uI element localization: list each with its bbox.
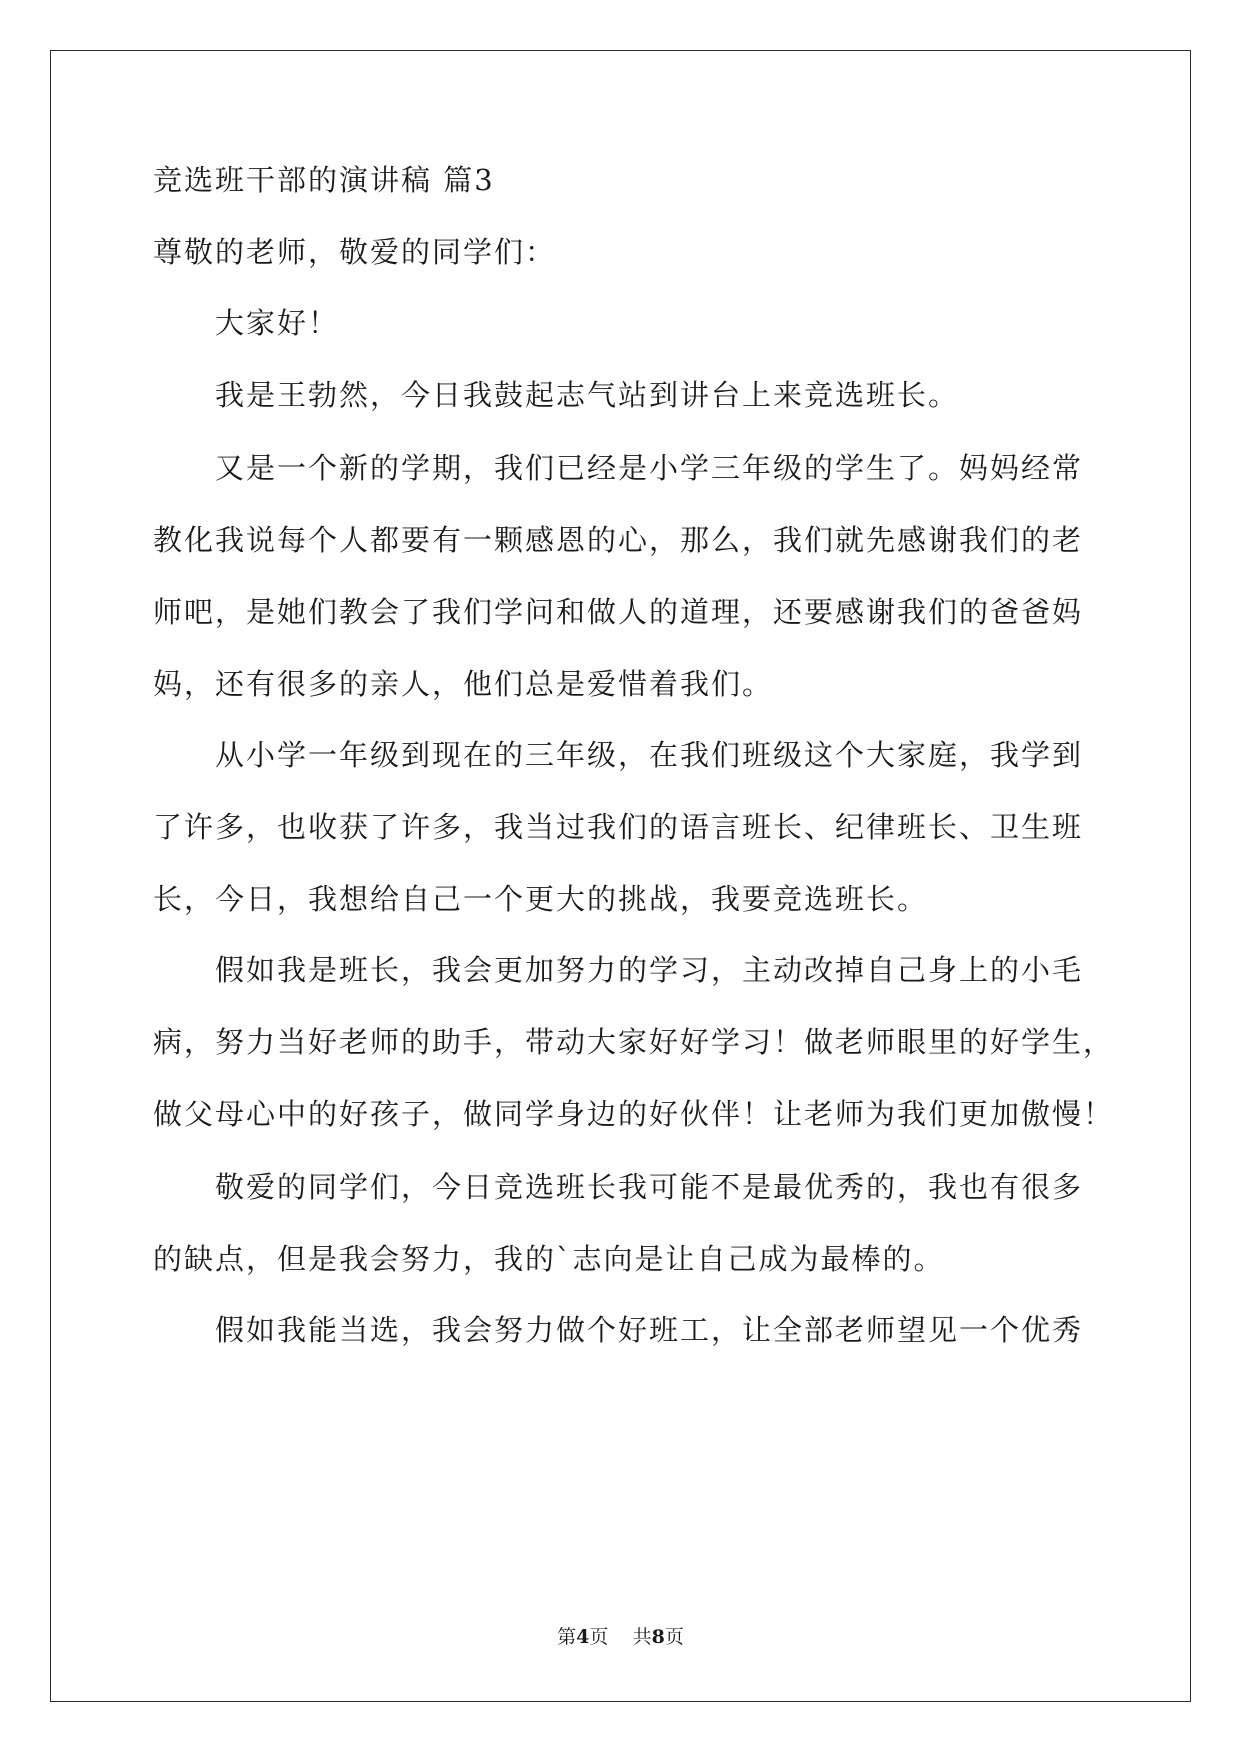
paragraph-line: 又是一个新的学期，我们已经是小学三年级的学生了。妈妈经常 bbox=[215, 451, 1084, 485]
paragraph-line: 敬爱的同学们，今日竞选班长我可能不是最优秀的，我也有很多 bbox=[215, 1170, 1084, 1204]
paragraph-4 bbox=[153, 735, 1093, 919]
paragraph-line: 师吧，是她们教会了我们学问和做人的道理，还要感谢我们的爸爸妈 bbox=[153, 595, 1084, 629]
page-suffix: 页 bbox=[589, 1626, 609, 1648]
paragraph-1 bbox=[153, 303, 1093, 343]
paragraph-line: 长，今日，我想给自己一个更大的挑战，我要竞选班长。 bbox=[153, 882, 929, 916]
paragraph-line: 妈，还有很多的亲人，他们总是爱惜着我们。 bbox=[153, 667, 774, 701]
paragraph-line: 假如我是班长，我会更加努力的学习，主动改掉自己身上的小毛 bbox=[215, 953, 1084, 987]
paragraph-line: 的缺点，但是我会努力，我的`志向是让自己成为最棒的。 bbox=[153, 1242, 945, 1276]
total-suffix: 页 bbox=[664, 1626, 684, 1648]
paragraph-line: 教化我说每个人都要有一颗感恩的心，那么，我们就先感谢我们的老 bbox=[153, 523, 1084, 557]
page-number: 4 bbox=[576, 1626, 590, 1648]
salutation bbox=[153, 232, 1093, 272]
paragraph-6 bbox=[153, 1167, 1093, 1279]
paragraph-2 bbox=[153, 375, 1093, 415]
total-pages: 8 bbox=[651, 1626, 665, 1648]
paragraph-line: 假如我能当选，我会努力做个好班工，让全部老师望见一个优秀 bbox=[215, 1313, 1084, 1347]
paragraph-line: 我是王勃然，今日我鼓起志气站到讲台上来竞选班长。 bbox=[215, 378, 960, 412]
document-title: 竞选班干部的演讲稿 篇3 bbox=[153, 163, 495, 197]
paragraph-line: 做父母心中的好孩子，做同学身边的好伙伴！让老师为我们更加傲慢！ bbox=[153, 1097, 1115, 1131]
paragraph-line: 了许多，也收获了许多，我当过我们的语言班长、纪律班长、卫生班 bbox=[153, 810, 1084, 844]
page-footer bbox=[0, 1625, 1241, 1649]
paragraph-line: 大家好！ bbox=[215, 306, 340, 340]
total-prefix: 共 bbox=[632, 1626, 652, 1648]
page-prefix: 第 bbox=[557, 1626, 577, 1648]
paragraph-7 bbox=[153, 1310, 1093, 1350]
paragraph-line: 从小学一年级到现在的三年级，在我们班级这个大家庭，我学到 bbox=[215, 738, 1084, 772]
paragraph-3 bbox=[153, 448, 1093, 704]
paragraph-5 bbox=[153, 950, 1115, 1134]
paragraph-line: 病，努力当好老师的助手，带动大家好好学习！做老师眼里的好学生， bbox=[153, 1025, 1115, 1059]
salutation-line: 尊敬的老师，敬爱的同学们： bbox=[153, 235, 557, 269]
